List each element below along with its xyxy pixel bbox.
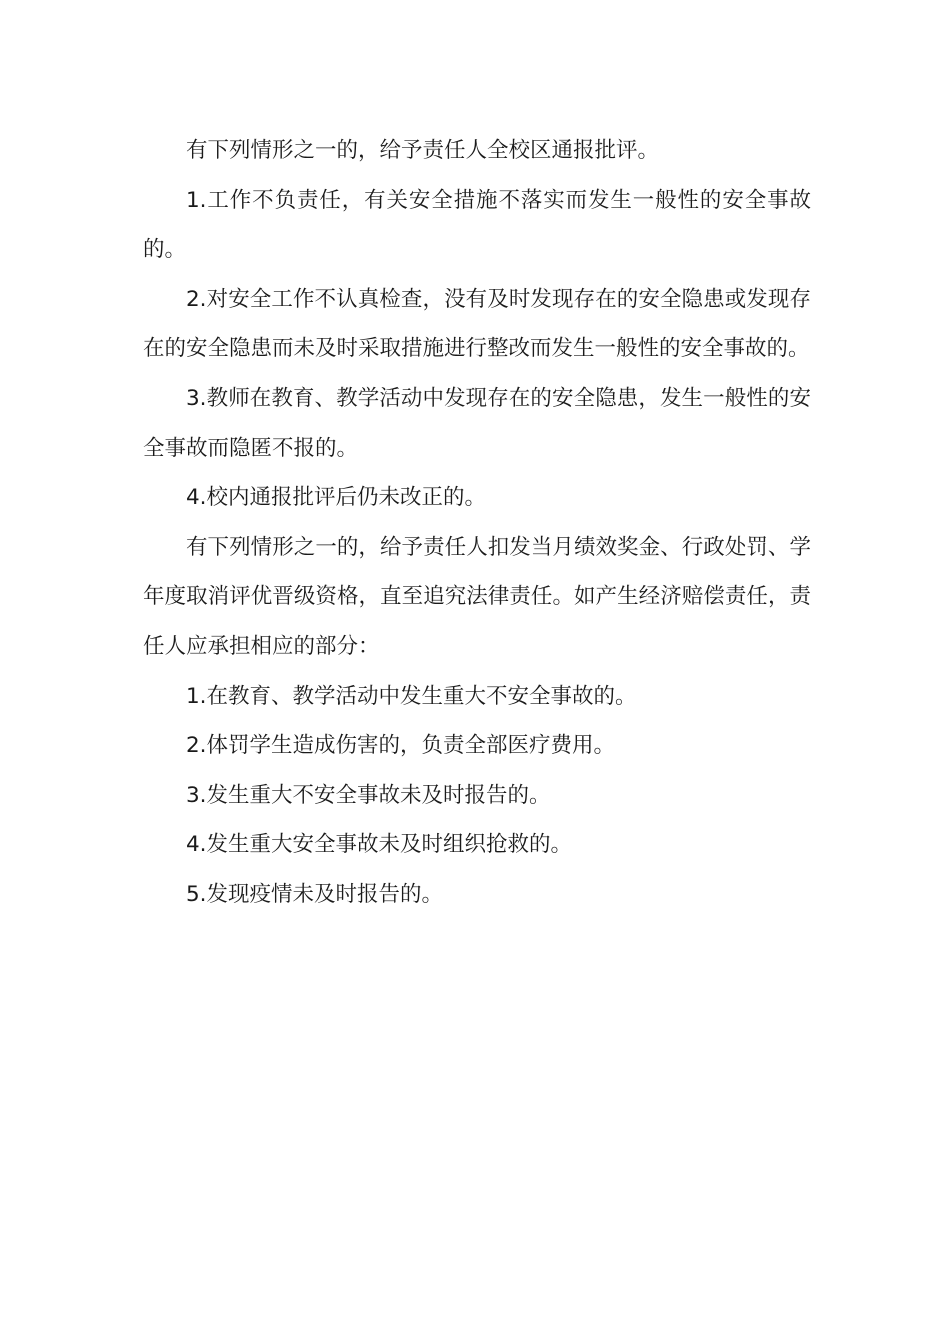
paragraph-penalty-item-1: 1.在教育、教学活动中发生重大不安全事故的。 <box>186 683 637 709</box>
paragraph-penalty-item-3: 3.发生重大不安全事故未及时报告的。 <box>186 782 551 808</box>
document-body <box>143 126 811 920</box>
paragraph-item-4: 4.校内通报批评后仍未改正的。 <box>186 485 487 511</box>
paragraph-notice-criticism-intro: 有下列情形之一的，给予责任人全校区通报批评。 <box>186 138 660 163</box>
paragraph-penalty-item-5: 5.发现疫情未及时报告的。 <box>186 881 444 907</box>
paragraph-penalty-item-2: 2.体罚学生造成伤害的，负责全部医疗费用。 <box>186 733 616 759</box>
paragraph-item-3: 3.教师在教育、教学活动中发现存在的安全隐患，发生一般性的安全事故而隐匿不报的。 <box>143 385 811 461</box>
paragraph-penalty-item-4: 4.发生重大安全事故未及时组织抢救的。 <box>186 832 573 858</box>
paragraph-item-1: 1.工作不负责任，有关安全措施不落实而发生一般性的安全事故的。 <box>143 187 811 263</box>
paragraph-item-2: 2.对安全工作不认真检查，没有及时发现存在的安全隐患或发现存在的安全隐患而未及时采取措施进行整改而发生一般性的安全事故的。 <box>143 286 811 362</box>
paragraph-penalty-intro: 有下列情形之一的，给予责任人扣发当月绩效奖金、行政处罚、学年度取消评优晋级资格，直至追究法律责任。如产生经济赔偿责任，责任人应承担相应的部分： <box>143 534 811 659</box>
